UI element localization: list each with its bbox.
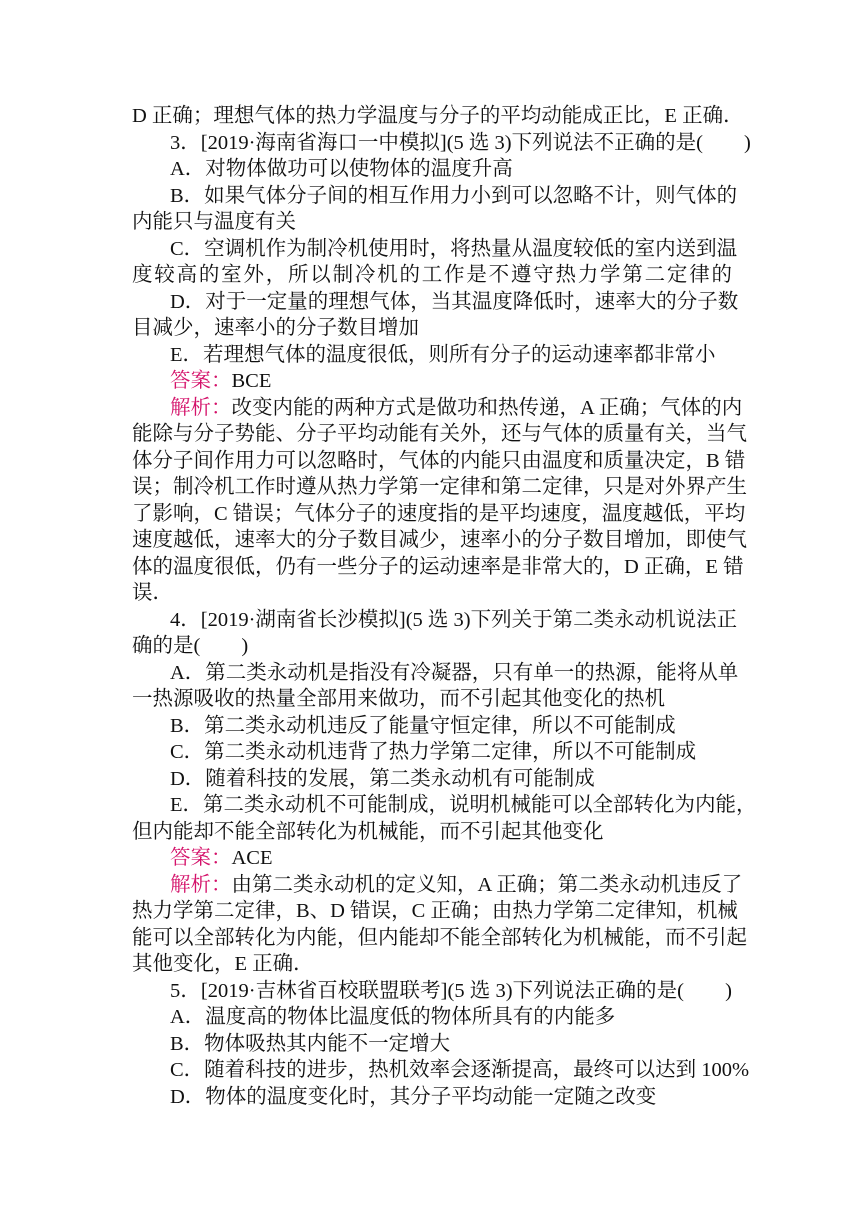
text-line — [132, 315, 732, 341]
line-text: 改变内能的两种方式是做功和热传递，A 正确；气体的内 — [231, 396, 743, 419]
text-line — [170, 1057, 750, 1083]
answer-label: 答案： — [170, 847, 232, 869]
line-text: 能可以全部转化为内能，但内能却不能全部转化为机械能，而不引起 — [132, 926, 747, 949]
text-line — [132, 951, 732, 977]
text-line — [132, 474, 747, 500]
line-text: C．第二类永动机违背了热力学第二定律，所以不可能制成 — [170, 741, 697, 763]
line-text: 内能只与温度有关 — [132, 211, 296, 233]
analysis-line — [170, 872, 743, 898]
line-text: 其他变化，E 正确． — [132, 953, 314, 975]
text-line — [170, 792, 757, 818]
text-line — [170, 660, 739, 686]
line-text: 5．[2019·吉林省百校联盟联考](5 选 3)下列说法正确的是( ) — [170, 979, 732, 1002]
text-line — [132, 421, 747, 447]
line-text: D．随着科技的发展，第二类永动机有可能制成 — [170, 767, 595, 790]
text-line — [170, 1004, 732, 1030]
text-line — [132, 686, 732, 712]
line-text: C．随着科技的进步，热机效率会逐渐提高，最终可以达到 100% — [170, 1059, 750, 1081]
text-line — [170, 342, 732, 368]
line-text: 由第二类永动机的定义知，A 正确；第二类永动机违反了 — [231, 873, 743, 896]
line-text: 速度越低，速率大的分子数目减少，速率小的分子数目增加，即使气 — [132, 529, 747, 551]
text-line — [132, 103, 744, 129]
line-text: A．第二类永动机是指没有冷凝器，只有单一的热源，能将从单 — [170, 661, 739, 684]
answer-line — [170, 368, 732, 394]
text-line — [132, 554, 744, 580]
line-text: A．对物体做功可以使物体的温度升高 — [170, 158, 513, 180]
text-line — [170, 739, 732, 765]
line-text: 体分子间作用力可以忽略时，气体的内能只由温度和质量决定，B 错 — [132, 449, 746, 472]
text-line — [132, 580, 732, 606]
text-line — [132, 209, 732, 235]
text-line — [132, 925, 747, 951]
text-line — [132, 819, 732, 845]
line-text: 一热源吸收的热量全部用来做功，而不引起其他变化的热机 — [132, 688, 665, 710]
line-text: 误． — [132, 582, 173, 604]
line-text: B．物体吸热其内能不一定增大 — [170, 1032, 451, 1055]
text-line — [170, 130, 751, 156]
answer-label: 答案： — [170, 370, 232, 392]
line-text: 确的是( ) — [132, 635, 249, 657]
analysis-label: 解析： — [170, 873, 232, 896]
text-line — [132, 448, 746, 474]
line-text: 了影响，C 错误；气体分子的速度指的是平均速度，温度越低，平均 — [132, 502, 746, 525]
line-text: BCE — [231, 370, 272, 392]
line-text: E．若理想气体的温度很低，则所有分子的运动速率都非常小 — [170, 343, 716, 366]
line-text: 3．[2019·海南省海口一中模拟](5 选 3)下列说法不正确的是( ) — [170, 131, 751, 154]
analysis-line — [170, 395, 743, 421]
text-line — [170, 156, 732, 182]
text-line — [132, 633, 732, 659]
text-line — [170, 978, 732, 1004]
line-text: 热力学第二定律，B、D 错误，C 正确；由热力学第二定律知，机械 — [132, 900, 738, 922]
line-text: 度较高的室外，所以制冷机的工作是不遵守热力学第二定律的 — [132, 264, 732, 286]
text-line — [170, 236, 738, 262]
line-text: 但内能却不能全部转化为机械能，而不引起其他变化 — [132, 820, 604, 843]
line-text: D 正确；理想气体的热力学温度与分子的平均动能成正比，E 正确． — [132, 105, 744, 127]
line-text: ACE — [231, 847, 273, 869]
line-text: B．第二类永动机违反了能量守恒定律，所以不可能制成 — [170, 714, 676, 737]
text-line — [170, 607, 738, 633]
text-line — [132, 501, 746, 527]
line-text: C．空调机作为制冷机使用时，将热量从温度较低的室内送到温 — [170, 237, 738, 260]
text-line — [170, 183, 738, 209]
text-line — [170, 713, 732, 739]
line-text: 目减少，速率小的分子数目增加 — [132, 317, 419, 339]
line-text: E．第二类永动机不可能制成，说明机械能可以全部转化为内能， — [170, 794, 757, 816]
text-line — [170, 1031, 732, 1057]
line-text: 误；制冷机工作时遵从热力学第一定律和第二定律，只是对外界产生 — [132, 476, 747, 498]
line-text: B．如果气体分子间的相互作用力小到可以忽略不计，则气体的 — [170, 184, 738, 207]
line-text: 体的温度很低，仍有一些分子的运动速率是非常大的，D 正确，E 错 — [132, 555, 744, 578]
text-line — [132, 898, 738, 924]
answer-line — [170, 845, 732, 871]
line-text: 4．[2019·湖南省长沙模拟](5 选 3)下列关于第二类永动机说法正 — [170, 608, 738, 631]
line-text: A．温度高的物体比温度低的物体所具有的内能多 — [170, 1006, 616, 1028]
text-line — [132, 527, 747, 553]
line-text: 能除与分子势能、分子平均动能有关外，还与气体的质量有关，当气 — [132, 423, 747, 445]
text-line — [132, 262, 732, 288]
line-text: D．对于一定量的理想气体，当其温度降低时，速率大的分子数 — [170, 290, 739, 313]
text-line — [170, 1084, 732, 1110]
text-line — [170, 289, 739, 315]
analysis-label: 解析： — [170, 396, 232, 419]
text-line — [170, 766, 732, 792]
line-text: D．物体的温度变化时，其分子平均动能一定随之改变 — [170, 1085, 657, 1108]
